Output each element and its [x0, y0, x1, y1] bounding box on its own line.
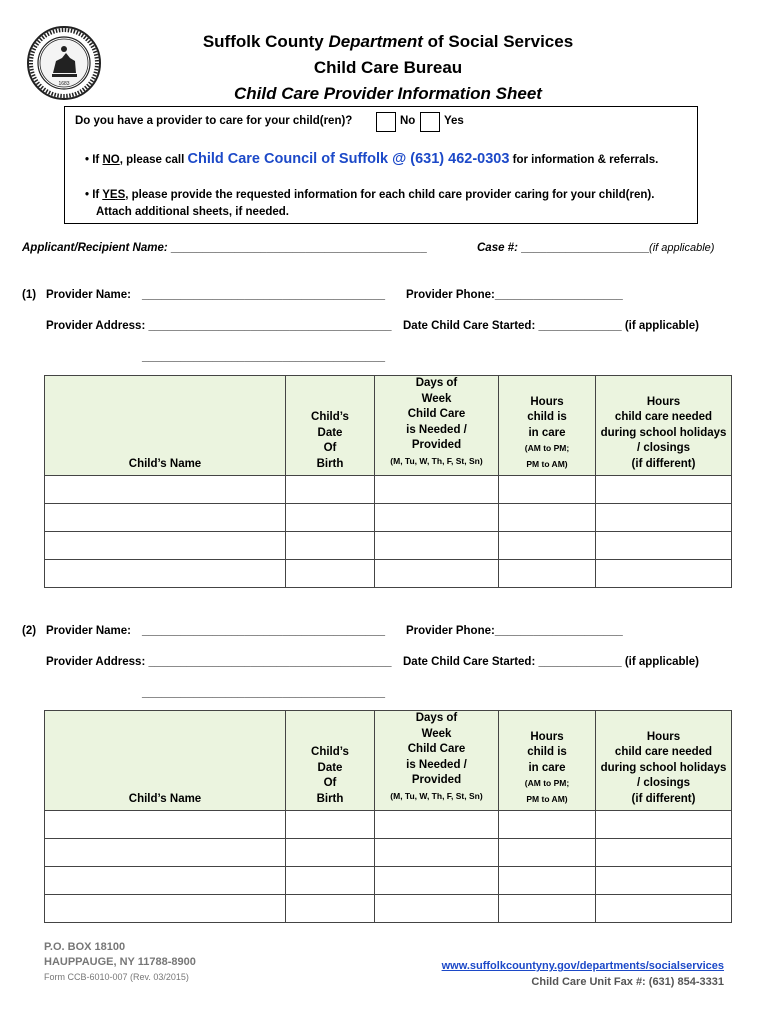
- provider-address-field[interactable]: ______________________________________: [148, 320, 392, 332]
- table-cell[interactable]: [375, 504, 499, 532]
- no-checkbox[interactable]: [376, 112, 396, 132]
- table-cell[interactable]: [596, 811, 732, 839]
- table-cell[interactable]: [596, 532, 732, 560]
- table-cell[interactable]: [499, 560, 596, 588]
- table-row: [45, 867, 732, 895]
- provider-number: (1): [22, 289, 37, 301]
- table-row: [45, 532, 732, 560]
- table-cell[interactable]: [286, 895, 375, 923]
- table-row: [45, 504, 732, 532]
- table-header-row: [45, 711, 732, 811]
- website-link[interactable]: www.suffolkcountyny.gov/departments/socialservices: [441, 960, 724, 972]
- header-holiday-hours: Hours child care needed during school holidays / closings (if different): [596, 711, 732, 811]
- date-started-label: Date Child Care Started:: [403, 656, 539, 668]
- table-cell[interactable]: [499, 811, 596, 839]
- table-cell[interactable]: [596, 504, 732, 532]
- table-cell[interactable]: [375, 867, 499, 895]
- applicant-name-row: [22, 242, 427, 254]
- provider-name-label: Provider Name:: [46, 289, 132, 301]
- table-cell[interactable]: [286, 867, 375, 895]
- provider-phone-label: Provider Phone:: [406, 625, 495, 637]
- form-number: Form CCB-6010-007 (Rev. 03/2015): [44, 972, 189, 982]
- table-row: [45, 895, 732, 923]
- table-cell[interactable]: [499, 839, 596, 867]
- provider-address-label: Provider Address:: [46, 656, 146, 668]
- provider-question-box: [64, 106, 698, 224]
- date-started-field[interactable]: _____________: [538, 656, 622, 668]
- no-label: No: [400, 115, 416, 127]
- date-started-note: (if applicable): [621, 656, 699, 668]
- table-cell[interactable]: [499, 504, 596, 532]
- date-started-field[interactable]: _____________: [538, 320, 622, 332]
- po-box: P.O. BOX 18100: [44, 941, 126, 953]
- table-cell[interactable]: [286, 839, 375, 867]
- table-row: [45, 811, 732, 839]
- svg-text:1683: 1683: [58, 81, 70, 87]
- table-cell[interactable]: [596, 839, 732, 867]
- table-row: [45, 839, 732, 867]
- table-cell[interactable]: [375, 895, 499, 923]
- table-cell[interactable]: [375, 811, 499, 839]
- sheet-title: Child Care Provider Information Sheet: [234, 84, 542, 103]
- provider-address-field[interactable]: ______________________________________: [148, 656, 392, 668]
- table-cell[interactable]: [45, 504, 286, 532]
- table-cell[interactable]: [375, 532, 499, 560]
- provider-phone-field[interactable]: ____________________: [494, 625, 623, 637]
- provider-phone-field[interactable]: ____________________: [494, 289, 623, 301]
- table-cell[interactable]: [286, 476, 375, 504]
- bullet-no: • If NO, please call Child Care Council of Suffolk @ (631) 462-0303 for information & referrals.: [85, 151, 659, 167]
- table-cell[interactable]: [375, 476, 499, 504]
- table-cell[interactable]: [286, 532, 375, 560]
- fax-number: Child Care Unit Fax #: (631) 854-3331: [531, 976, 724, 988]
- bullet-yes: • If YES, please provide the requested information for each child care provider caring for your child(ren). Attach additional sheets, if needed.: [85, 189, 655, 218]
- children-table-2: [44, 710, 732, 923]
- header-childs-name: Child’s Name: [45, 711, 286, 811]
- applicant-name-field[interactable]: ________________________________________: [170, 242, 427, 254]
- children-table-1: [44, 375, 732, 588]
- case-note: (if applicable): [649, 242, 715, 254]
- header-date-of-birth: Child’s Date Of Birth: [286, 711, 375, 811]
- table-cell[interactable]: [286, 811, 375, 839]
- table-cell[interactable]: [375, 560, 499, 588]
- case-field[interactable]: ____________________: [521, 242, 650, 254]
- case-row: [477, 242, 714, 254]
- header-childs-name: Child’s Name: [45, 376, 286, 476]
- table-cell[interactable]: [596, 867, 732, 895]
- table-cell[interactable]: [499, 476, 596, 504]
- table-cell[interactable]: [45, 532, 286, 560]
- mailing-address: [44, 940, 196, 985]
- council-contact: Child Care Council of Suffolk @ (631) 462-0303: [187, 151, 510, 167]
- header-holiday-hours: Hours child care needed during school holidays / closings (if different): [596, 376, 732, 476]
- table-row: [45, 560, 732, 588]
- provider-name-label: Provider Name:: [46, 625, 132, 637]
- table-row: [45, 476, 732, 504]
- provider-address-label: Provider Address:: [46, 320, 146, 332]
- provider-number: (2): [22, 625, 37, 637]
- yes-label: Yes: [444, 115, 464, 127]
- county-seal-logo: [26, 25, 102, 101]
- provider-address-field-2[interactable]: ______________________________________: [142, 351, 386, 363]
- table-cell[interactable]: [596, 476, 732, 504]
- bureau-title: Child Care Bureau: [313, 58, 463, 77]
- header-hours-in-care: Hours child is in care (AM to PM; PM to AM): [499, 376, 596, 476]
- table-cell[interactable]: [596, 895, 732, 923]
- table-cell[interactable]: [596, 560, 732, 588]
- table-cell[interactable]: [499, 895, 596, 923]
- table-cell[interactable]: [45, 560, 286, 588]
- provider-address-field-2[interactable]: ______________________________________: [142, 687, 386, 699]
- header-hours-in-care: Hours child is in care (AM to PM; PM to AM): [499, 711, 596, 811]
- page-title: Suffolk County Department of Social Services: [202, 32, 574, 51]
- header-days-of-week: Days of Week Child Care is Needed / Provided (M, Tu, W, Th, F, St, Sn): [375, 711, 499, 811]
- header-days-of-week: Days of Week Child Care is Needed / Provided (M, Tu, W, Th, F, St, Sn): [375, 376, 499, 476]
- provider-phone-label: Provider Phone:: [406, 289, 495, 301]
- table-cell[interactable]: [499, 867, 596, 895]
- table-cell[interactable]: [45, 811, 286, 839]
- table-cell[interactable]: [45, 895, 286, 923]
- date-started-label: Date Child Care Started:: [403, 320, 539, 332]
- table-cell[interactable]: [45, 476, 286, 504]
- provider-name-field[interactable]: ______________________________________: [142, 289, 386, 301]
- table-header-row: [45, 376, 732, 476]
- table-cell[interactable]: [286, 560, 375, 588]
- case-label: Case #:: [477, 242, 522, 254]
- header-date-of-birth: Child’s Date Of Birth: [286, 376, 375, 476]
- footer-contact: [442, 958, 724, 990]
- table-cell[interactable]: [45, 867, 286, 895]
- table-cell[interactable]: [45, 839, 286, 867]
- provider-question: Do you have a provider to care for your child(ren)?: [75, 115, 353, 127]
- table-cell[interactable]: [375, 839, 499, 867]
- city-line: HAUPPAUGE, NY 11788-8900: [44, 956, 196, 968]
- table-cell[interactable]: [499, 532, 596, 560]
- date-started-note: (if applicable): [621, 320, 699, 332]
- table-cell[interactable]: [286, 504, 375, 532]
- title-block: [110, 29, 666, 107]
- provider-name-field[interactable]: ______________________________________: [142, 625, 386, 637]
- yes-checkbox[interactable]: [420, 112, 440, 132]
- applicant-name-label: Applicant/Recipient Name:: [22, 242, 171, 254]
